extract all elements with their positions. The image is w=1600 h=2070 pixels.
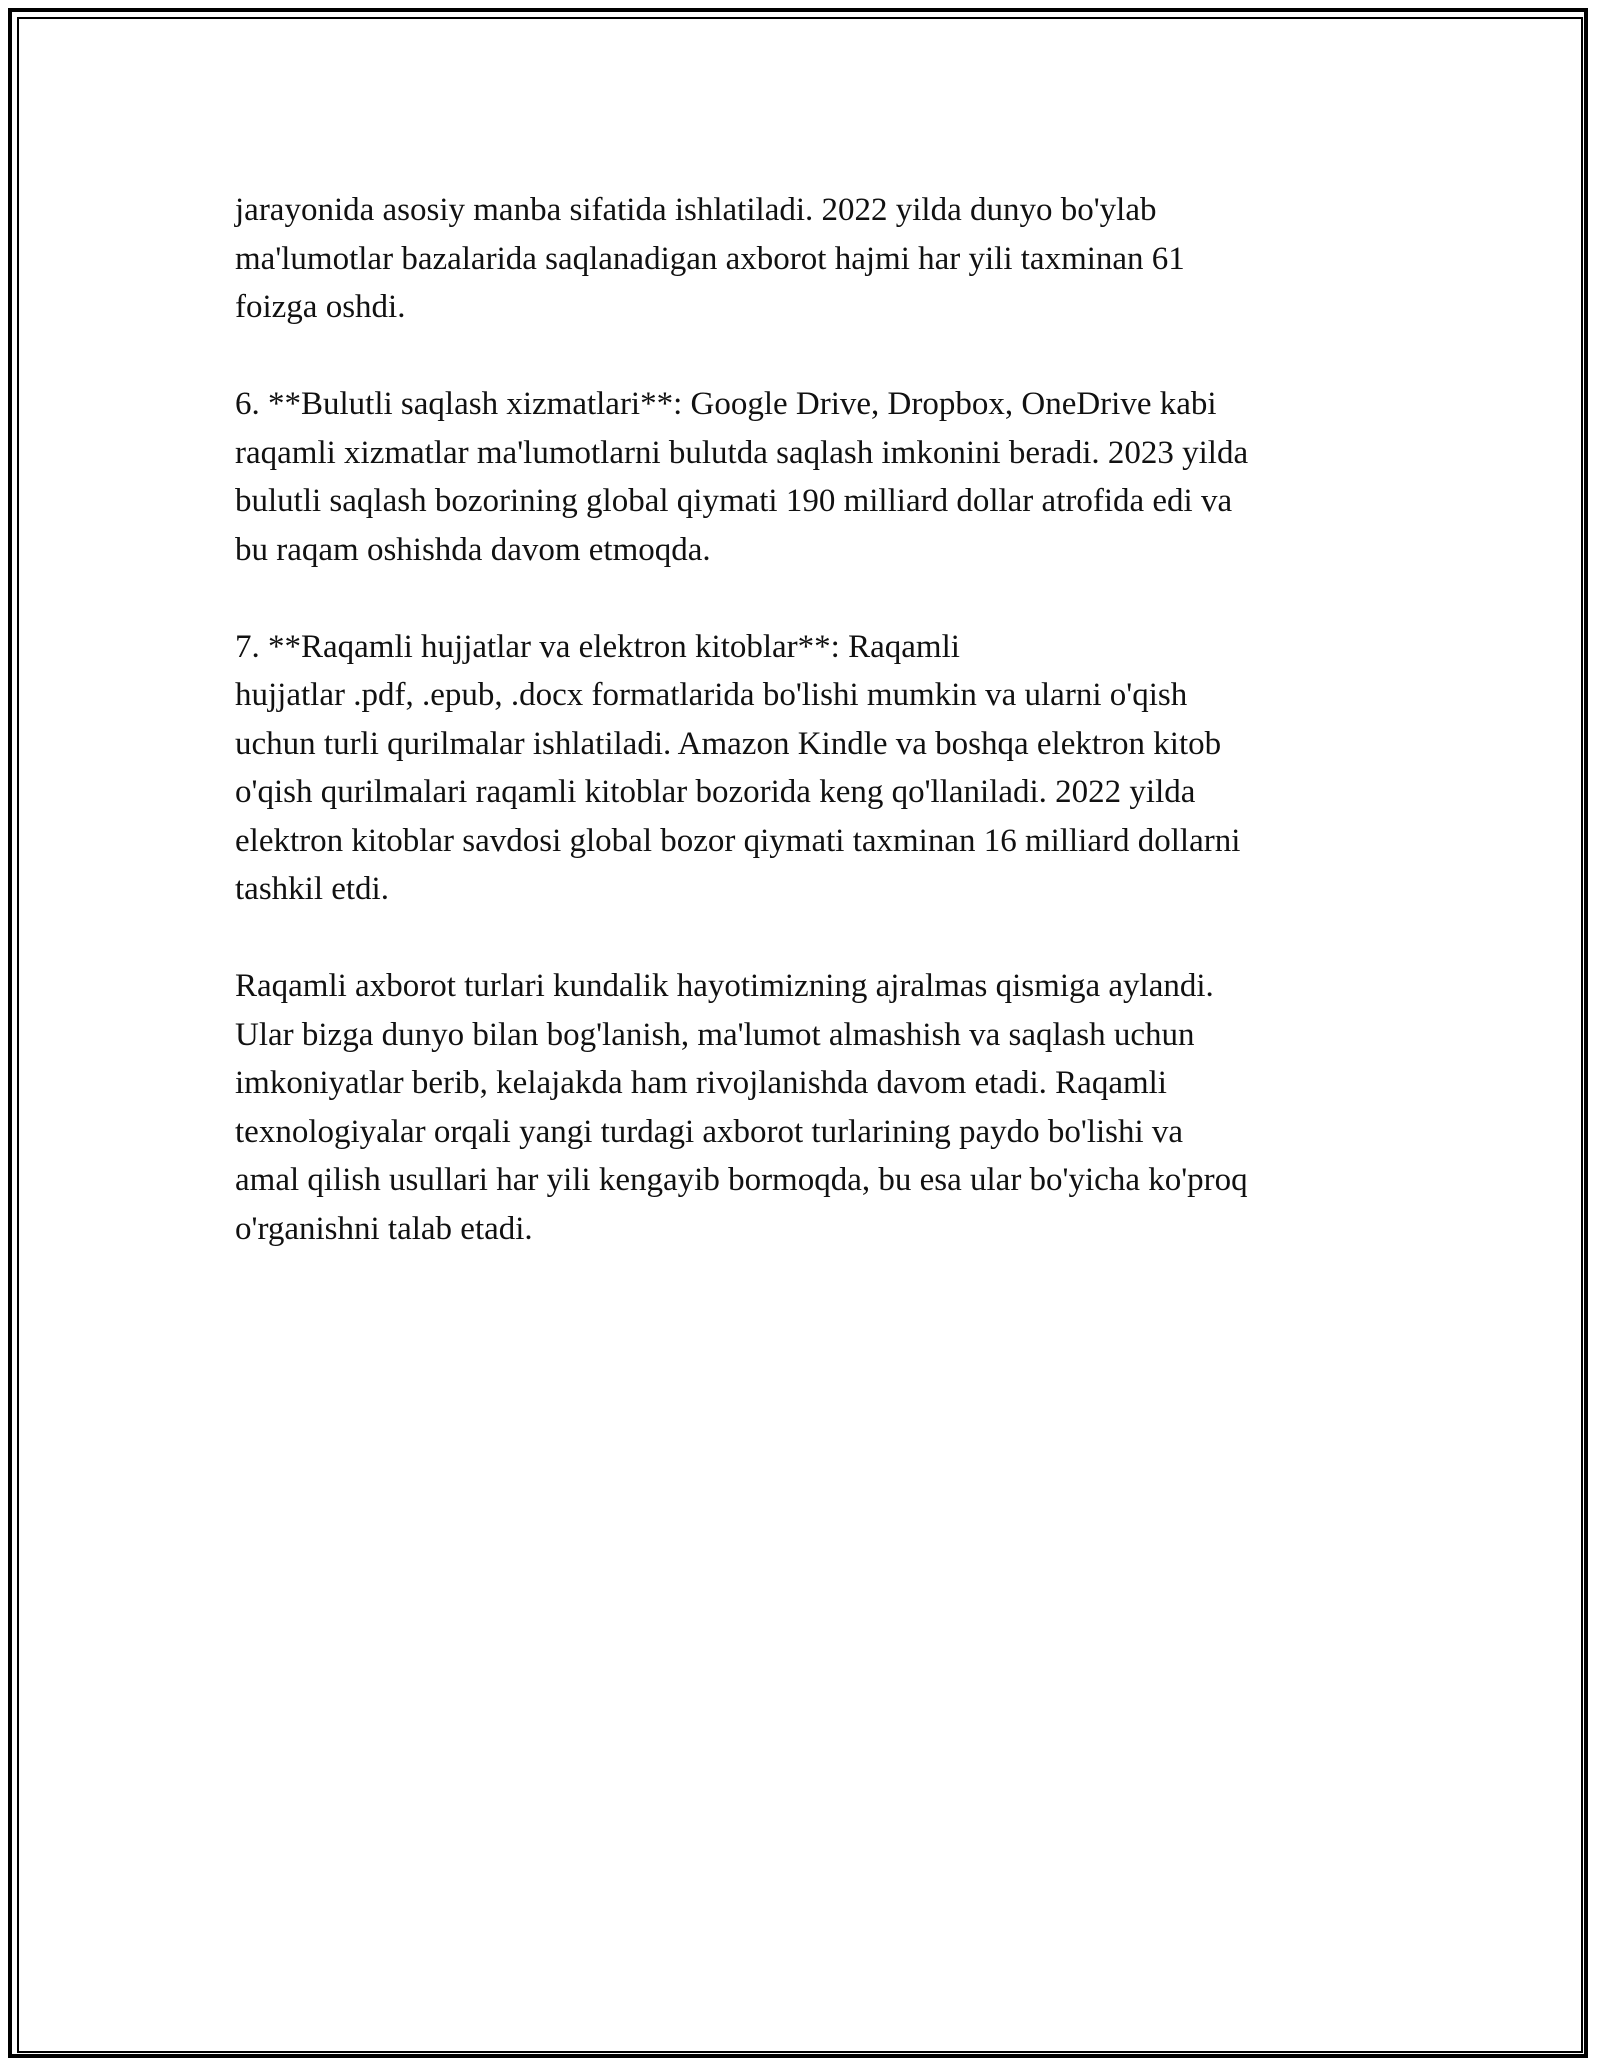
text-line: elektron kitoblar savdosi global bozor qiymati taxminan 16 milliard dollarni	[235, 822, 1241, 859]
text-line: ma'lumotlar bazalarida saqlanadigan axborot hajmi har yili taxminan 61	[235, 240, 1185, 277]
text-line: Raqamli axborot turlari kundalik hayotimizning ajralmas qismiga aylandi.	[235, 968, 1214, 1004]
text-line: 7. **Raqamli hujjatlar va elektron kitoblar**: Raqamli	[235, 628, 960, 665]
paragraph-continuation	[235, 186, 1385, 332]
text-line: imkoniyatlar berib, kelajakda ham rivojlanishda davom etadi. Raqamli	[235, 1065, 1167, 1101]
text-line: texnologiyalar orqali yangi turdagi axborot turlarining paydo bo'lishi va	[235, 1113, 1184, 1150]
text-line: uchun turli qurilmalar ishlatiladi. Amazon Kindle va boshqa elektron kitob	[235, 725, 1222, 762]
paragraph-item-6	[235, 380, 1385, 574]
text-line: foizga oshdi.	[235, 289, 406, 325]
text-line: Ular bizga dunyo bilan bog'lanish, ma'lumot almashish va saqlash uchun	[235, 1016, 1195, 1053]
text-line: raqamli xizmatlar ma'lumotlarni bulutda saqlash imkonini beradi. 2023 yilda	[235, 434, 1249, 471]
document-body	[235, 186, 1385, 1302]
text-line: tashkil etdi.	[235, 871, 389, 907]
text-line: 6. **Bulutli saqlash xizmatlari**: Google Drive, Dropbox, OneDrive kabi	[235, 386, 1217, 422]
text-line: o'rganishni talab etadi.	[235, 1210, 533, 1247]
text-line: bu raqam oshishda davom etmoqda.	[235, 531, 711, 568]
text-line: amal qilish usullari har yili kengayib bormoqda, bu esa ular bo'yicha ko'proq	[235, 1162, 1248, 1198]
paragraph-item-7	[235, 623, 1385, 914]
paragraph-conclusion	[235, 962, 1385, 1253]
text-line: o'qish qurilmalari raqamli kitoblar bozorida keng qo'llaniladi. 2022 yilda	[235, 774, 1196, 810]
text-line: bulutli saqlash bozorining global qiymati 190 milliard dollar atrofida edi va	[235, 483, 1233, 519]
text-line: jarayonida asosiy manba sifatida ishlatiladi. 2022 yilda dunyo bo'ylab	[235, 192, 1157, 228]
text-line: hujjatlar .pdf, .epub, .docx formatlarida bo'lishi mumkin va ularni o'qish	[235, 677, 1188, 713]
